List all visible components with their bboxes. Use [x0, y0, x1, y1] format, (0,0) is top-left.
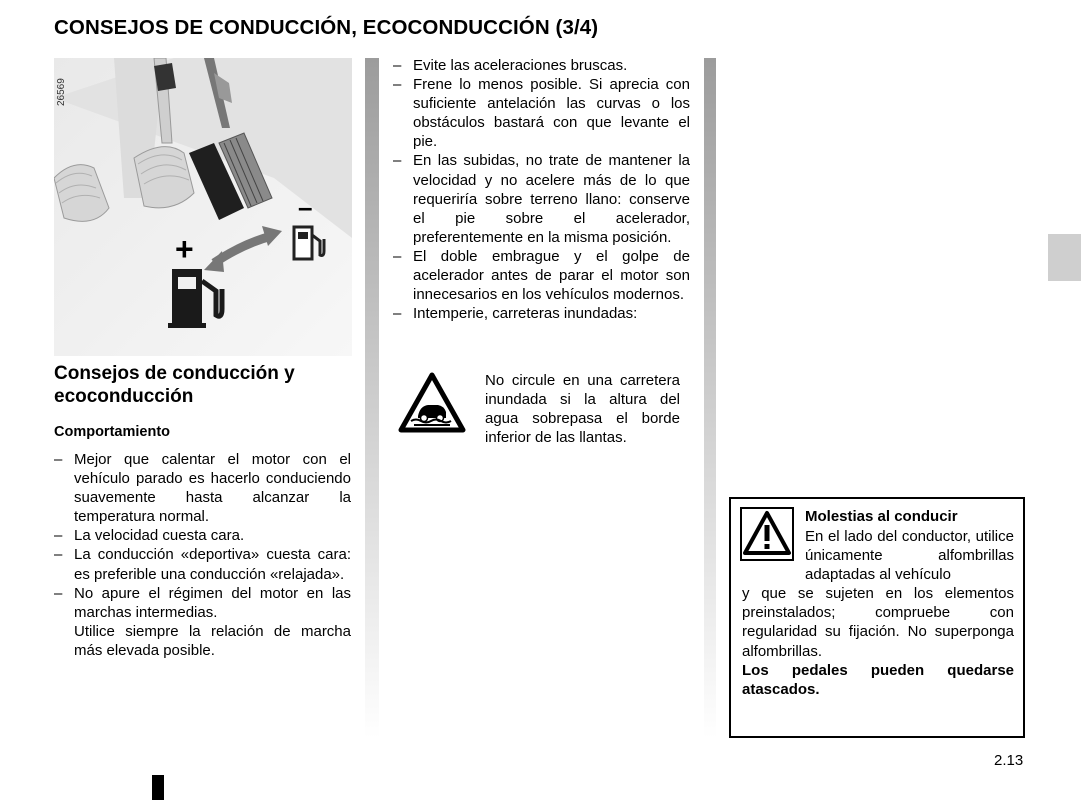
column-shade-left	[365, 58, 379, 738]
section-tab-marker	[1048, 234, 1081, 281]
behavior-list	[54, 450, 351, 660]
list-item-text: El doble embrague y el golpe de acelerador antes de parar el motor son innecesarios en los vehículos modernos.	[413, 247, 690, 304]
flooded-road-warning-icon	[398, 372, 466, 434]
list-dash: –	[393, 152, 402, 170]
list-item	[393, 151, 690, 246]
list-item-text: Mejor que calentar el motor con el vehículo parado es hacerlo conduciendo suavemente hasta alcanzar la temperatura normal.	[74, 451, 351, 526]
list-item-text: La velocidad cuesta cara.	[74, 527, 245, 545]
pedals-illustration	[54, 58, 352, 356]
section-subheading: Comportamiento	[54, 424, 170, 440]
flood-note: No circule en una carretera inundada si la altura del agua sobrepasa el borde inferior de las llantas.	[485, 372, 680, 447]
list-item	[54, 526, 351, 545]
list-dash: –	[54, 451, 63, 468]
list-dash: –	[393, 305, 402, 323]
list-item	[54, 545, 351, 583]
list-dash: –	[54, 584, 63, 602]
list-item-text: Frene lo menos posible. Si aprecia con suficiente antelación las curvas o los obstáculos bastará con que levante el pie.	[413, 76, 690, 151]
list-item	[393, 56, 690, 75]
warning-body	[742, 527, 1014, 661]
list-item-text: En las subidas, no trate de mantener la velocidad y no acelere más de lo que requeriría sobre terreno llano: conserve el pie sobre el acelerador, preferentemente en la misma posición.	[413, 152, 690, 246]
plus-sign: +	[175, 231, 194, 267]
list-item	[393, 75, 690, 151]
figure-code: 26569	[56, 78, 67, 106]
page-title: CONSEJOS DE CONDUCCIÓN, ECOCONDUCCIÓN (3/4)	[54, 16, 599, 39]
list-item-text: No apure el régimen del motor en las marchas intermedias.	[74, 584, 351, 621]
list-item	[393, 247, 690, 304]
list-dash: –	[54, 546, 63, 564]
warning-body-indented: En el lado del conductor, utilice únicamente alfombrillas adaptadas al vehículo	[805, 528, 1014, 584]
print-mark	[152, 775, 164, 800]
pedals-drawing	[54, 58, 352, 356]
list-item	[54, 450, 351, 526]
list-dash: –	[393, 247, 402, 265]
list-item-text: Intemperie, carreteras inundadas:	[413, 305, 638, 323]
tips-list	[393, 56, 690, 323]
warning-body-rest: y que se sujeten en los elementos preinstalados; compruebe con regularidad su fijación. No superponga alfombrillas.	[742, 585, 1014, 660]
list-item-text: Evite las aceleraciones bruscas.	[413, 57, 628, 74]
list-item	[54, 584, 351, 660]
list-item	[393, 304, 690, 323]
column-shade-right	[704, 58, 716, 738]
list-item-text: La conducción «deportiva» cuesta cara: es preferible una conducción «relajada».	[74, 546, 351, 583]
list-dash: –	[393, 57, 402, 74]
list-dash: –	[54, 527, 63, 545]
warning-bold-text: Los pedales pueden quedarse atascados.	[742, 662, 1014, 699]
warning-title: Molestias al conducir	[805, 508, 958, 525]
section-heading: Consejos de conducción y ecoconducción	[54, 363, 295, 407]
minus-sign: –	[298, 192, 313, 222]
list-item-extra-text: Utilice siempre la relación de marcha más elevada posible.	[74, 622, 351, 659]
page-number: 2.13	[994, 752, 1024, 769]
list-dash: –	[393, 76, 402, 94]
